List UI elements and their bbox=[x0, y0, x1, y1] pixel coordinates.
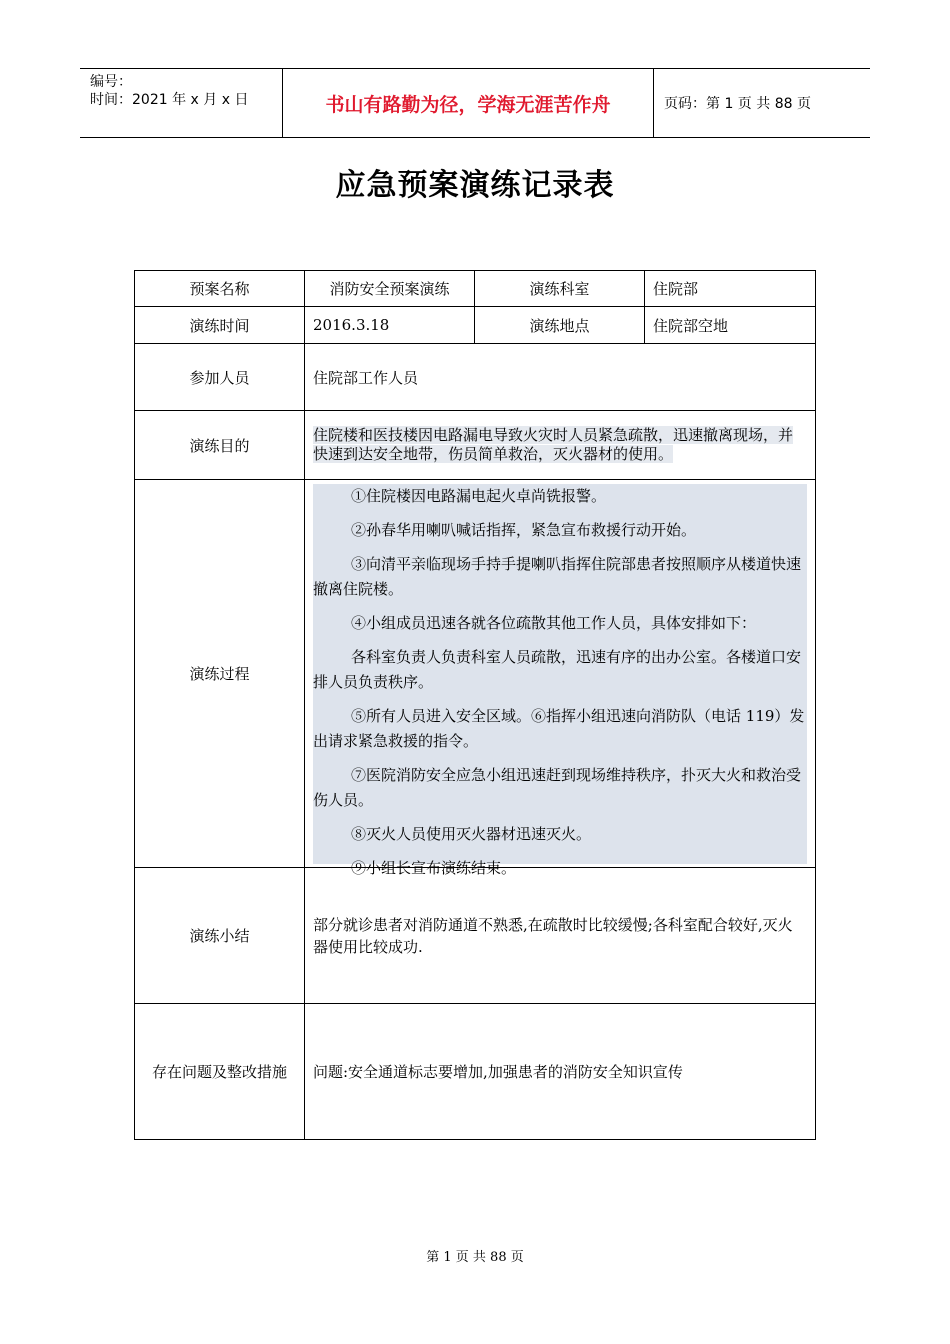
process-step: ①住院楼因电路漏电起火卓尚铣报警。 bbox=[351, 487, 607, 505]
process-step: ⑤所有人员进入安全区域。⑥指挥小组迅速向消防队（电话 119）发出请求紧急救援的指令。 bbox=[313, 707, 805, 750]
time-label: 时间：2021 年 x 月 x 日 bbox=[90, 92, 249, 108]
header-page-info: 页码：第 1 页 共 88 页 bbox=[664, 96, 811, 112]
issues-value: 问题:安全通道标志要增加,加强患者的消防安全知识宣传 bbox=[305, 1004, 816, 1140]
process-cell bbox=[305, 480, 816, 877]
table-row bbox=[135, 307, 816, 344]
time-field-label: 演练时间 bbox=[135, 307, 305, 344]
process-step: 各科室负责人负责科室人员疏散，迅速有序的出办公室。各楼道口安排人员负责秩序。 bbox=[313, 648, 802, 691]
table-row bbox=[135, 411, 816, 480]
plan-name-label: 预案名称 bbox=[135, 271, 305, 307]
table-row bbox=[135, 480, 816, 868]
process-container bbox=[313, 480, 807, 877]
plan-name-value: 消防安全预案演练 bbox=[305, 271, 475, 307]
participants-label: 参加人员 bbox=[135, 344, 305, 411]
location-label: 演练地点 bbox=[475, 307, 645, 344]
participants-value: 住院部工作人员 bbox=[305, 344, 816, 411]
page-footer: 第 1 页 共 88 页 bbox=[426, 1250, 524, 1265]
dept-value: 住院部 bbox=[645, 271, 816, 307]
table-row bbox=[135, 868, 816, 1004]
process-label: 演练过程 bbox=[135, 480, 305, 868]
header-meta bbox=[80, 69, 282, 137]
purpose-label: 演练目的 bbox=[135, 411, 305, 480]
process-step: ③向清平亲临现场手持手提喇叭指挥住院部患者按照顺序从楼道快速撤离住院楼。 bbox=[313, 555, 802, 598]
issues-label: 存在问题及整改措施 bbox=[135, 1004, 305, 1140]
purpose-cell bbox=[305, 411, 816, 480]
header-motto: 书山有路勤为径，学海无涯苦作舟 bbox=[282, 69, 654, 137]
number-label: 编号： bbox=[90, 74, 132, 90]
table-row bbox=[135, 1004, 816, 1140]
process-step: ⑨小组长宣布演练结束。 bbox=[351, 859, 517, 877]
purpose-value: 住院楼和医技楼因电路漏电导致火灾时人员紧急疏散，迅速撤离现场，并快速到达安全地带，伤员简单救治，灭火器材的使用。 bbox=[313, 426, 794, 463]
drill-record-table bbox=[134, 270, 816, 1140]
time-value: 2016.3.18 bbox=[305, 307, 475, 344]
dept-label: 演练科室 bbox=[475, 271, 645, 307]
process-step: ④小组成员迅速各就各位疏散其他工作人员，具体安排如下： bbox=[351, 614, 757, 632]
process-steps bbox=[313, 484, 807, 881]
process-step: ②孙春华用喇叭喊话指挥，紧急宣布救援行动开始。 bbox=[351, 521, 697, 539]
document-title: 应急预案演练记录表 bbox=[335, 168, 615, 203]
table-row bbox=[135, 344, 816, 411]
summary-value: 部分就诊患者对消防通道不熟悉,在疏散时比较缓慢;各科室配合较好,灭火器使用比较成功. bbox=[305, 868, 816, 1004]
summary-label: 演练小结 bbox=[135, 868, 305, 1004]
table-row bbox=[135, 271, 816, 307]
process-step: ⑧灭火人员使用灭火器材迅速灭火。 bbox=[351, 825, 592, 843]
page-header bbox=[80, 68, 870, 138]
process-step: ⑦医院消防安全应急小组迅速赶到现场维持秩序，扑灭大火和救治受伤人员。 bbox=[313, 766, 802, 809]
location-value: 住院部空地 bbox=[645, 307, 816, 344]
